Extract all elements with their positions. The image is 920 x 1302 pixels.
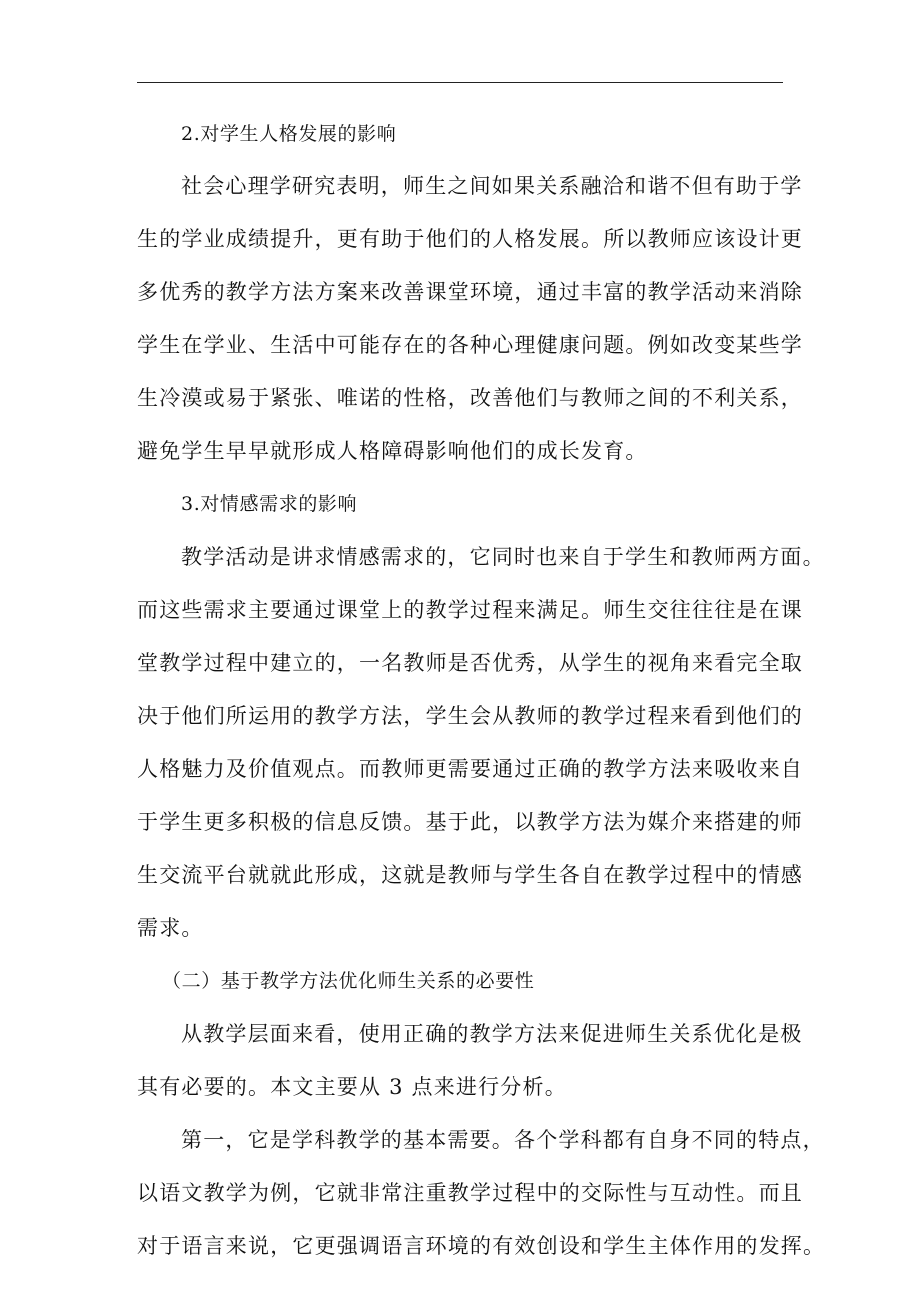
paragraph-line: 生的学业成绩提升，更有助于他们的人格发展。所以教师应该设计更 (137, 227, 803, 251)
paragraph-line: 而这些需求主要通过课堂上的教学过程来满足。师生交往往往是在课 (137, 598, 803, 622)
paragraph-line: 人格魅力及价值观点。而教师更需要通过正确的教学方法来吸收来自 (137, 757, 803, 781)
paragraph-line: 社会心理学研究表明，师生之间如果关系融洽和谐不但有助于学 (181, 174, 803, 198)
paragraph-line: 生交流平台就就此形成，这就是教师与学生各自在教学过程中的情感 (137, 863, 803, 887)
paragraph-line: 学生在学业、生活中可能存在的各种心理健康问题。例如改变某些学 (137, 333, 803, 357)
paragraph-line: 多优秀的教学方法方案来改善课堂环境，通过丰富的教学活动来消除 (137, 280, 803, 304)
paragraph-line: 于学生更多积极的信息反馈。基于此，以教学方法为媒介来搭建的师 (137, 810, 803, 834)
paragraph-line: 以语文教学为例，它就非常注重教学过程中的交际性与互动性。而且 (137, 1181, 803, 1205)
section-heading-3: 3.对情感需求的影响 (181, 493, 358, 515)
paragraph-line: 避免学生早早就形成人格障碍影响他们的成长发育。 (137, 439, 648, 463)
paragraph-line: 需求。 (137, 916, 204, 940)
paragraph-line: 从教学层面来看，使用正确的教学方法来促进师生关系优化是极 (181, 1022, 803, 1046)
paragraph-line: 对于语言来说，它更强调语言环境的有效创设和学生主体作用的发挥。 (137, 1234, 826, 1258)
paragraph-line: 生冷漠或易于紧张、唯诺的性格，改善他们与教师之间的不利关系， (137, 386, 803, 410)
paragraph-line: 教学活动是讲求情感需求的，它同时也来自于学生和教师两方面。 (181, 545, 825, 569)
paragraph-line: 决于他们所运用的教学方法，学生会从教师的教学过程来看到他们的 (137, 704, 803, 728)
paragraph-line: 堂教学过程中建立的，一名教师是否优秀，从学生的视角来看完全取 (137, 651, 803, 675)
paragraph-line: 第一，它是学科教学的基本需要。各个学科都有自身不同的特点， (181, 1128, 825, 1152)
header-rule (137, 82, 783, 83)
section-heading-2: 2.对学生人格发展的影响 (181, 123, 397, 145)
subsection-heading: （二）基于教学方法优化师生关系的必要性 (162, 970, 535, 992)
paragraph-line: 其有必要的。本文主要从 3 点来进行分析。 (137, 1075, 567, 1099)
